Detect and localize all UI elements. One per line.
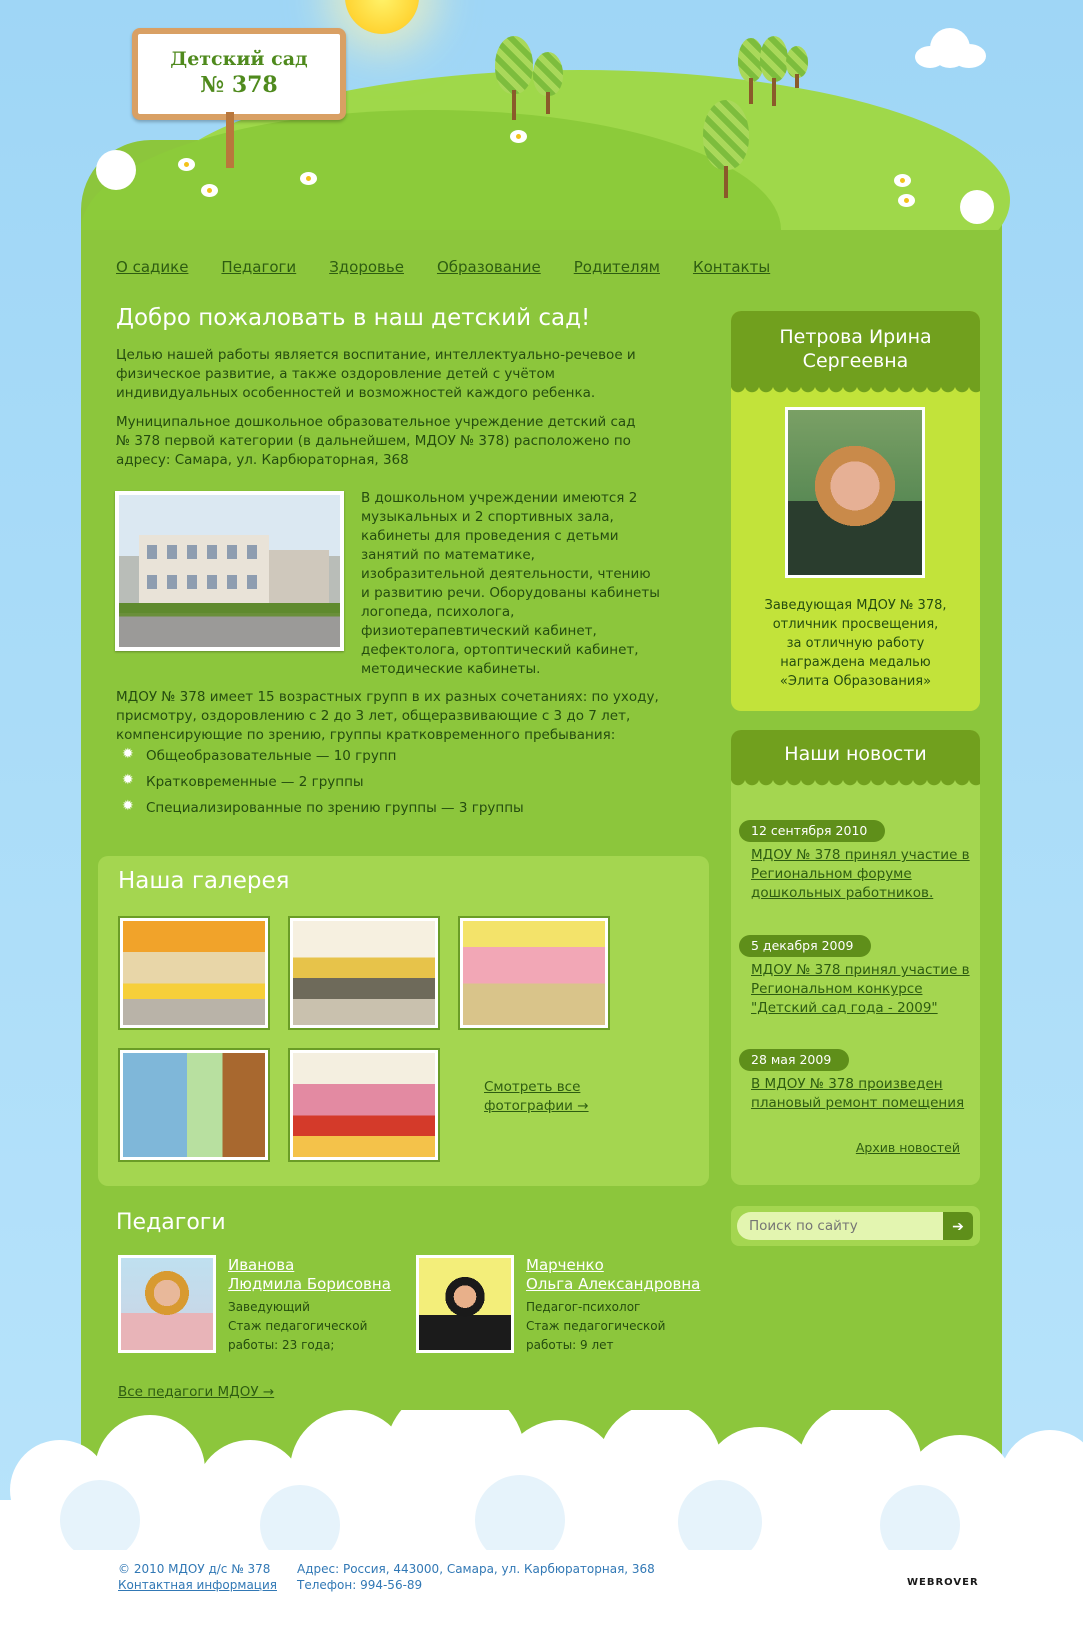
- gallery-thumb-3[interactable]: [460, 918, 608, 1028]
- groups-list: [116, 748, 524, 826]
- flower: [512, 132, 525, 141]
- teachers-title: Педагоги: [116, 1210, 226, 1235]
- facilities-paragraph: В дошкольном учреждении имеются 2 музыкальных и 2 спортивных зала, кабинеты для проведения с детьми занятий по математике, изобразительной деятельности, чтению и развитию речи. Оборудованы кабинеты логопеда, психолога, физиотерапевтический кабинет, дефектолога, ортоптический кабинет, методические кабинеты.: [361, 490, 660, 677]
- see-all-photos-link[interactable]: Смотреть все фотографии →: [484, 1079, 589, 1114]
- teacher-role-2: Педагог-психолог: [526, 1300, 641, 1314]
- developer-logo[interactable]: WEBROVER: [907, 1577, 979, 1588]
- news-title: Наши новости: [731, 730, 980, 778]
- search-box: [731, 1206, 980, 1246]
- nav-parents[interactable]: Родителям: [573, 258, 660, 276]
- teacher-name-1-first[interactable]: Иванова: [228, 1256, 295, 1274]
- logo-line2: № 378: [200, 72, 278, 98]
- tree: [533, 52, 563, 114]
- director-desc-line: Заведующая МДОУ № 378,: [764, 598, 947, 613]
- tree: [760, 36, 788, 106]
- nav-about[interactable]: О садике: [116, 258, 189, 276]
- groups-paragraph: МДОУ № 378 имеет 15 возрастных групп в их разных сочетаниях: по уходу, присмотру, оздоровлению с 2 до 3 лет, общеразвивающие с 3 до 7 лет, компенсирующие по зрению, группы кратковременного пребывания:: [116, 689, 659, 743]
- flower: [180, 160, 193, 169]
- sign-pole: [226, 112, 234, 168]
- gallery-thumb-5[interactable]: [290, 1050, 438, 1160]
- hill-cloud: [96, 150, 136, 190]
- director-card: [731, 311, 980, 711]
- director-desc-line: отличник просвещения,: [772, 617, 939, 632]
- tree: [786, 46, 808, 88]
- list-item: ✹ Кратковременные — 2 группы: [116, 774, 524, 800]
- footer-address: Адрес: Россия, 443000, Самара, ул. Карбюраторная, 368: [297, 1562, 655, 1576]
- director-desc-line: награждена медалью: [780, 655, 931, 670]
- gallery-title: Наша галерея: [118, 868, 290, 894]
- welcome-paragraph-2: Муниципальное дошкольное образовательное учреждение детский сад № 378 первой категории (в дальнейшем, МДОУ № 378) расположено по адресу: Самара, ул. Карбюраторная, 368: [116, 414, 636, 468]
- list-item: ✹ Общеобразовательные — 10 групп: [116, 748, 524, 774]
- nav-contacts[interactable]: Контакты: [692, 258, 771, 276]
- footer-phone: Телефон: 994-56-89: [297, 1578, 423, 1592]
- news-date-3: 28 мая 2009: [739, 1049, 849, 1071]
- teacher-exp-2b: работы: 9 лет: [526, 1338, 614, 1352]
- nav-health[interactable]: Здоровье: [329, 258, 404, 276]
- director-photo[interactable]: [785, 407, 925, 578]
- search-input[interactable]: [737, 1212, 943, 1240]
- teacher-photo-2[interactable]: [416, 1255, 514, 1353]
- tree: [703, 100, 749, 198]
- teacher-photo-1[interactable]: [118, 1255, 216, 1353]
- welcome-paragraph-1: Целью нашей работы является воспитание, интеллектуально-речевое и физическое развитие, а также оздоровление детей с учётом индивидуальных особенностей и возможностей каждого ребенка.: [116, 347, 636, 401]
- footer-clouds: [0, 1410, 1083, 1632]
- main-nav: [116, 258, 803, 276]
- gallery-section: [98, 856, 709, 1186]
- footer-contact-link[interactable]: Контактная информация: [118, 1578, 277, 1592]
- flower: [203, 186, 216, 195]
- cloud: [915, 46, 945, 68]
- news-date-2: 5 декабря 2009: [739, 935, 871, 957]
- building-illustration: [119, 495, 340, 647]
- news-archive-link[interactable]: Архив новостей: [855, 1140, 960, 1155]
- news-link-3[interactable]: В МДОУ № 378 произведен плановый ремонт помещения: [751, 1076, 965, 1111]
- gallery-thumb-1[interactable]: [120, 918, 268, 1028]
- footer-left: [118, 1561, 277, 1593]
- cloud: [952, 44, 986, 68]
- director-desc-line: за отличную работу: [786, 636, 925, 651]
- footer-address-block: [297, 1561, 655, 1593]
- news-link-2[interactable]: МДОУ № 378 принял участие в Региональном конкурсе "Детский сад года - 2009": [751, 962, 970, 1016]
- scallop-edge: [731, 778, 980, 788]
- director-name: Петрова Ирина Сергеевна: [731, 311, 980, 385]
- director-description: [731, 596, 980, 691]
- director-desc-line: «Элита Образования»: [779, 674, 932, 689]
- logo-line1: Детский сад: [170, 48, 308, 70]
- tree: [495, 36, 533, 120]
- building-photo[interactable]: [115, 491, 344, 651]
- news-link-1[interactable]: МДОУ № 378 принял участие в Региональном форуме дошкольных работников.: [751, 847, 970, 901]
- site-logo-sign[interactable]: [132, 28, 346, 120]
- scallop-edge: [731, 385, 980, 395]
- news-date-1: 12 сентября 2010: [739, 820, 885, 842]
- teacher-role-1: Заведующий: [228, 1300, 310, 1314]
- teacher-exp-2a: Стаж педагогической: [526, 1319, 666, 1333]
- teacher-exp-1b: работы: 23 года;: [228, 1338, 335, 1352]
- nav-teachers[interactable]: Педагоги: [221, 258, 297, 276]
- gallery-thumb-2[interactable]: [290, 918, 438, 1028]
- teacher-name-2-first[interactable]: Марченко: [526, 1256, 604, 1274]
- teacher-exp-1a: Стаж педагогической: [228, 1319, 368, 1333]
- list-item: ✹ Специализированные по зрению группы — 3 группы: [116, 800, 524, 826]
- news-card: [731, 730, 980, 1185]
- all-teachers-link[interactable]: Все педагоги МДОУ →: [118, 1384, 275, 1400]
- teacher-name-2-second[interactable]: Ольга Александровна: [526, 1275, 701, 1293]
- nav-education[interactable]: Образование: [436, 258, 541, 276]
- welcome-title: Добро пожаловать в наш детский сад!: [116, 305, 591, 331]
- teacher-name-1-second[interactable]: Людмила Борисовна: [228, 1275, 391, 1293]
- footer-copyright: © 2010 МДОУ д/с № 378: [118, 1562, 271, 1576]
- flower: [302, 174, 315, 183]
- flower: [896, 176, 909, 185]
- gallery-thumb-4[interactable]: [120, 1050, 268, 1160]
- hill-cloud: [960, 190, 994, 224]
- search-button[interactable]: ➔: [943, 1212, 973, 1240]
- flower: [900, 196, 913, 205]
